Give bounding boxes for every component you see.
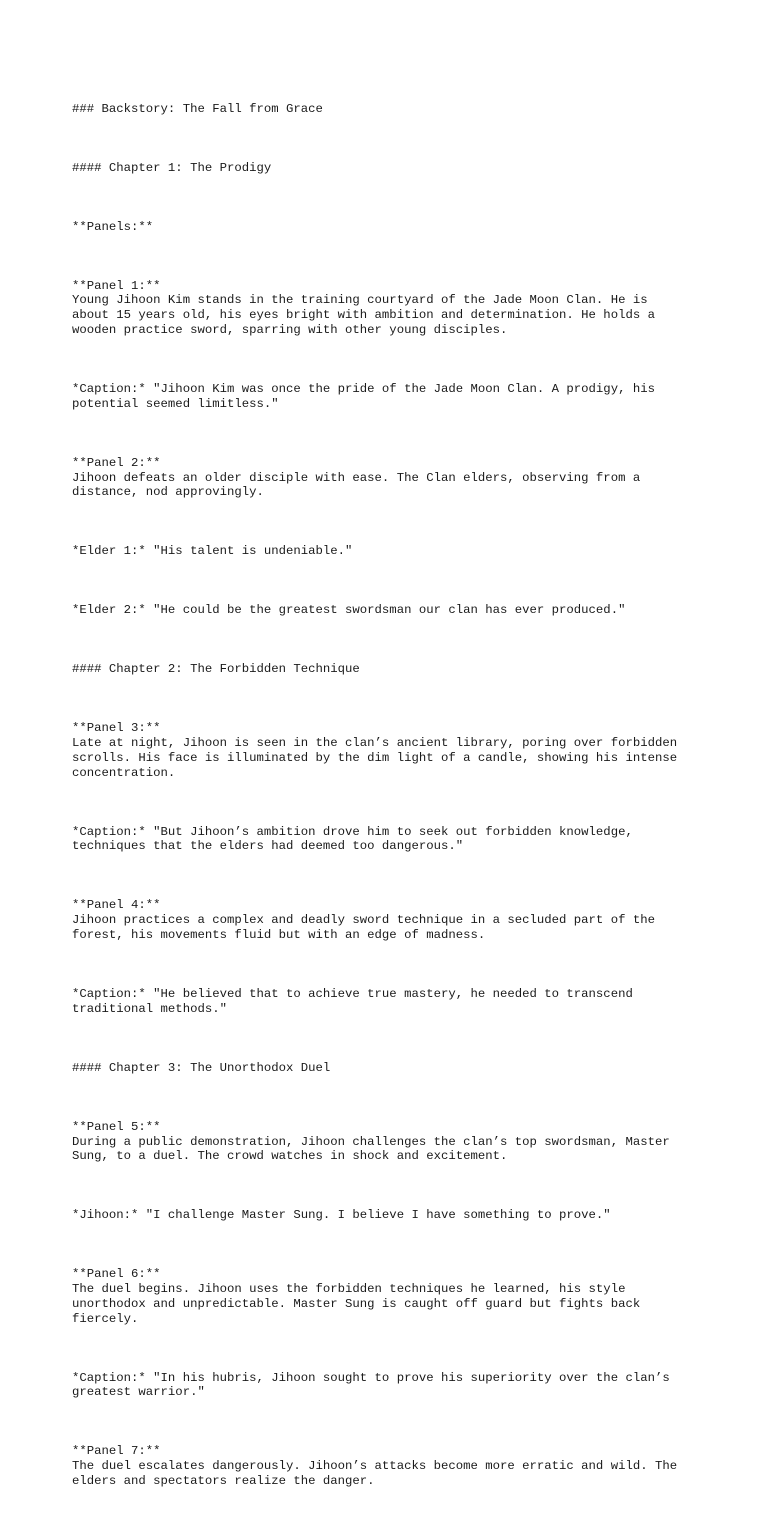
panel-7-description: **Panel 7:** The duel escalates dangerously. Jihoon’s attacks become more erratic and wild. The elders and spectators realize the danger. [72, 1444, 678, 1489]
caption-1: *Caption:* "Jihoon Kim was once the pride of the Jade Moon Clan. A prodigy, his potential seemed limitless." [72, 381, 655, 411]
heading-backstory: ### Backstory: The Fall from Grace [72, 101, 323, 116]
heading-chapter-3: #### Chapter 3: The Unorthodox Duel [72, 1060, 331, 1075]
document-page [72, 72, 712, 1518]
heading-chapter-1: #### Chapter 1: The Prodigy [72, 160, 272, 175]
elder-2-dialogue: *Elder 2:* "He could be the greatest swordsman our clan has ever produced." [72, 603, 626, 618]
caption-4: *Caption:* "In his hubris, Jihoon sought to prove his superiority over the clan’s greatest warrior." [72, 1370, 670, 1400]
panel-4-description: **Panel 4:** Jihoon practices a complex and deadly sword technique in a secluded part of the forest, his movements fluid but with an edge of madness. [72, 898, 655, 942]
caption-3: *Caption:* "He believed that to achieve true mastery, he needed to transcend traditional methods." [72, 986, 633, 1016]
elder-1-dialogue: *Elder 1:* "His talent is undeniable." [72, 544, 353, 559]
panel-6-description: **Panel 6:** The duel begins. Jihoon uses the forbidden techniques he learned, his style unorthodox and unpredictable. Master Sung is caught off guard but fights back fiercely. [72, 1267, 641, 1326]
panel-2-description: **Panel 2:** Jihoon defeats an older disciple with ease. The Clan elders, observing from a distance, nod approvingly. [72, 455, 641, 500]
panels-label: **Panels:** [72, 219, 154, 234]
caption-2: *Caption:* "But Jihoon’s ambition drove him to seek out forbidden knowledge, techniques that the elders had deemed too dangerous." [72, 824, 633, 854]
panel-3-description: **Panel 3:** Late at night, Jihoon is seen in the clan’s ancient library, poring over forbidden scrolls. His face is illuminated by the dim light of a candle, showing his intense concentration. [72, 721, 678, 780]
heading-chapter-2: #### Chapter 2: The Forbidden Technique [72, 662, 360, 677]
panel-1-description: **Panel 1:** Young Jihoon Kim stands in the training courtyard of the Jade Moon Clan. He is about 15 years old, his eyes bright with ambition and determination. He holds a wooden practice sword, sparring with other young disciples. [72, 278, 655, 337]
panel-5-description: **Panel 5:** During a public demonstration, Jihoon challenges the clan’s top swordsman, Master Sung, to a duel. The crowd watches in shock and excitement. [72, 1119, 670, 1164]
jihoon-dialogue: *Jihoon:* "I challenge Master Sung. I believe I have something to prove." [72, 1208, 611, 1223]
